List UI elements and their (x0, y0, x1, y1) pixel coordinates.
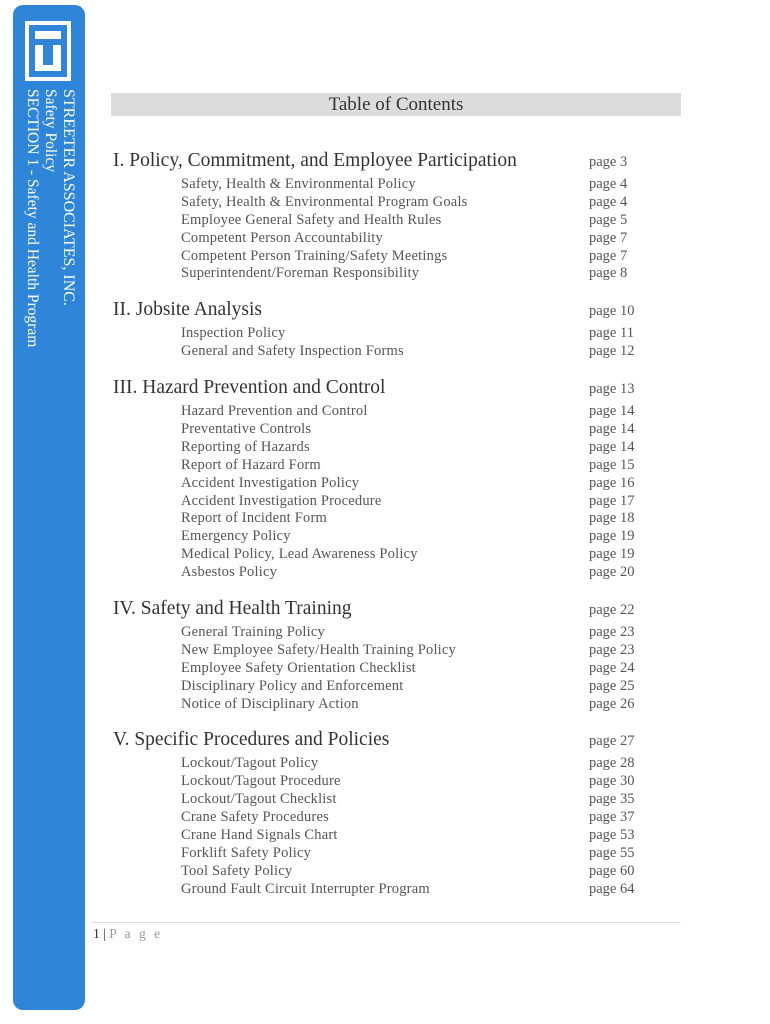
entry-page: page 12 (589, 343, 635, 360)
entry-title: Preventative Controls (181, 421, 312, 438)
entry-page: page 19 (589, 546, 635, 563)
toc-section (113, 150, 673, 283)
toc-entry (113, 827, 673, 845)
section-page: page 3 (589, 154, 628, 170)
toc-entry (113, 510, 673, 528)
entry-title: Competent Person Accountability (181, 229, 383, 246)
toc-entry (113, 457, 673, 475)
company-name: STREETER ASSOCIATES, INC. (60, 89, 77, 306)
toc-entry (113, 660, 673, 678)
entry-title: Forklift Safety Policy (181, 844, 312, 861)
toc-entry (113, 493, 673, 511)
entry-page: page 19 (589, 528, 635, 545)
entry-page: page 53 (589, 827, 635, 844)
entry-page: page 7 (589, 229, 628, 246)
toc-entry (113, 248, 673, 266)
toc-entry (113, 403, 673, 421)
entry-page: page 26 (589, 695, 635, 712)
entry-title: Disciplinary Policy and Enforcement (181, 677, 404, 694)
entry-page: page 55 (589, 844, 635, 861)
toc-entry (113, 421, 673, 439)
entry-page: page 37 (589, 809, 635, 826)
entry-title: Medical Policy, Lead Awareness Policy (181, 546, 418, 563)
entry-page: page 17 (589, 492, 635, 509)
section-title: III. Hazard Prevention and Control (113, 377, 386, 399)
entry-title: Reporting of Hazards (181, 438, 310, 455)
entry-title: Lockout/Tagout Procedure (181, 773, 341, 790)
entry-page: page 20 (589, 564, 635, 581)
toc-entry (113, 809, 673, 827)
entry-title: Hazard Prevention and Control (181, 403, 368, 420)
toc-section (113, 729, 673, 898)
toc-entry (113, 212, 673, 230)
section-heading-row (113, 299, 673, 325)
toc-entry (113, 564, 673, 582)
footer-divider (93, 922, 681, 923)
toc-entry (113, 176, 673, 194)
entry-title: Lockout/Tagout Checklist (181, 791, 337, 808)
entry-page: page 14 (589, 421, 635, 438)
toc-entry (113, 325, 673, 343)
entry-page: page 35 (589, 791, 635, 808)
section-title: I. Policy, Commitment, and Employee Participation (113, 150, 517, 171)
entry-title: Lockout/Tagout Policy (181, 755, 319, 772)
entry-page: page 16 (589, 474, 635, 491)
toc-entry (113, 546, 673, 564)
toc-entry (113, 863, 673, 881)
table-of-contents (113, 150, 673, 915)
page-footer (93, 926, 163, 942)
entry-title: Crane Safety Procedures (181, 809, 329, 826)
entry-title: Accident Investigation Policy (181, 474, 360, 491)
toc-section (113, 598, 673, 713)
entry-page: page 60 (589, 862, 635, 879)
sidebar-banner (13, 5, 85, 1010)
toc-entry (113, 642, 673, 660)
toc-entry (113, 230, 673, 248)
entry-page: page 11 (589, 325, 634, 342)
entry-title: Ground Fault Circuit Interrupter Program (181, 880, 430, 897)
entry-page: page 23 (589, 624, 635, 641)
toc-entry (113, 773, 673, 791)
policy-name: Safety Policy (42, 89, 59, 173)
entry-page: page 4 (589, 176, 628, 192)
section-name: SECTION 1 - Safety and Health Program (24, 89, 41, 348)
toc-entry (113, 528, 673, 546)
section-page: page 22 (589, 602, 635, 619)
section-heading-row (113, 377, 673, 403)
section-page: page 27 (589, 733, 635, 750)
entry-page: page 14 (589, 438, 635, 455)
section-heading-row (113, 150, 673, 176)
toc-entry (113, 881, 673, 899)
entry-title: Superintendent/Foreman Responsibility (181, 265, 420, 282)
entry-page: page 4 (589, 193, 628, 210)
toc-entry (113, 678, 673, 696)
entry-title: Tool Safety Policy (181, 862, 293, 879)
entry-title: Notice of Disciplinary Action (181, 695, 359, 712)
toc-entry (113, 475, 673, 493)
toc-entry (113, 624, 673, 642)
entry-page: page 30 (589, 773, 635, 790)
section-page: page 10 (589, 303, 635, 320)
entry-title: General and Safety Inspection Forms (181, 343, 404, 360)
entry-title: Report of Incident Form (181, 510, 327, 527)
toc-entry (113, 696, 673, 714)
entry-page: page 15 (589, 456, 635, 473)
entry-title: Safety, Health & Environmental Program Goals (181, 193, 468, 210)
entry-page: page 25 (589, 677, 635, 694)
toc-entry (113, 343, 673, 361)
section-title: V. Specific Procedures and Policies (113, 729, 390, 751)
entry-title: Accident Investigation Procedure (181, 492, 382, 509)
entry-title: Competent Person Training/Safety Meetings (181, 247, 448, 264)
entry-title: Employee General Safety and Health Rules (181, 211, 442, 228)
entry-page: page 28 (589, 755, 635, 772)
entry-title: Employee Safety Orientation Checklist (181, 659, 416, 676)
entry-title: Emergency Policy (181, 528, 291, 545)
section-heading-row (113, 598, 673, 624)
entry-title: Report of Hazard Form (181, 456, 321, 473)
toc-entry (113, 194, 673, 212)
company-logo-icon (25, 21, 71, 81)
entry-page: page 24 (589, 659, 635, 676)
entry-title: Asbestos Policy (181, 564, 278, 581)
entry-page: page 18 (589, 510, 635, 527)
toc-section (113, 377, 673, 582)
footer-separator: | (103, 926, 106, 941)
section-page: page 13 (589, 381, 635, 398)
entry-title: Crane Hand Signals Chart (181, 827, 338, 844)
toc-entry (113, 845, 673, 863)
section-title: II. Jobsite Analysis (113, 299, 262, 321)
entry-page: page 8 (589, 265, 628, 282)
toc-entry (113, 265, 673, 283)
toc-entry (113, 755, 673, 773)
page-label: P a g e (109, 926, 163, 941)
entry-page: page 23 (589, 641, 635, 658)
entry-title: Safety, Health & Environmental Policy (181, 176, 416, 192)
entry-page: page 5 (589, 211, 628, 228)
page-number: 1 (93, 926, 100, 941)
toc-title: Table of Contents (111, 93, 681, 116)
entry-page: page 7 (589, 247, 628, 264)
entry-title: General Training Policy (181, 624, 325, 641)
toc-section (113, 299, 673, 361)
entry-title: Inspection Policy (181, 325, 286, 342)
entry-title: New Employee Safety/Health Training Policy (181, 641, 457, 658)
section-title: IV. Safety and Health Training (113, 598, 352, 620)
toc-entry (113, 791, 673, 809)
toc-entry (113, 439, 673, 457)
entry-page: page 14 (589, 403, 635, 420)
section-heading-row (113, 729, 673, 755)
entry-page: page 64 (589, 880, 635, 897)
